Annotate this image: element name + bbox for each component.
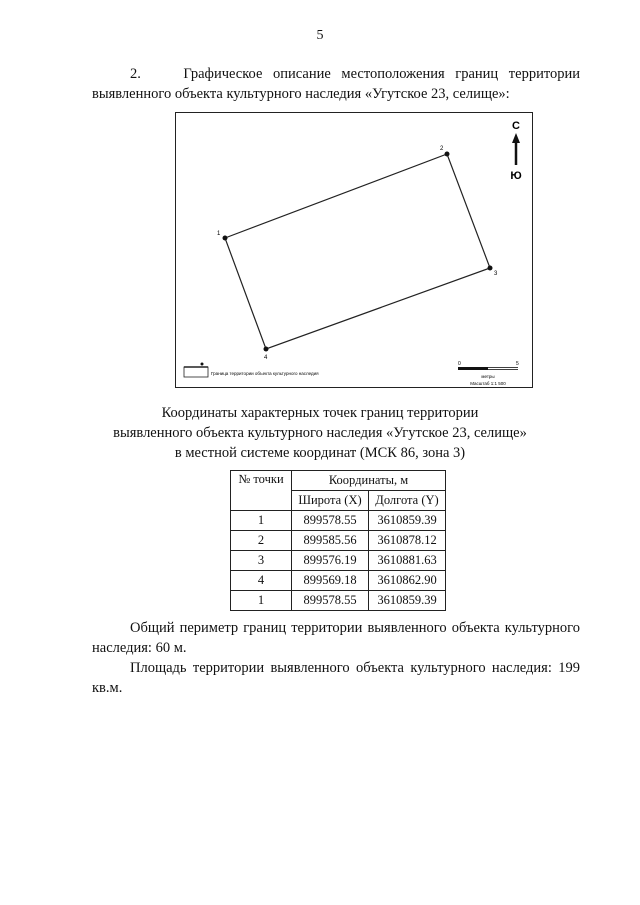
area-paragraph <box>92 658 580 698</box>
map-drawing <box>176 113 534 389</box>
cell-point: 2 <box>231 531 292 551</box>
table-row <box>231 551 446 571</box>
perimeter-text: Общий периметр границ территории выявленного объекта культурного наследия: 60 м. <box>92 620 580 656</box>
scale-end: 5 <box>516 361 519 367</box>
cell-x: 899569.18 <box>292 571 369 591</box>
table-row <box>231 511 446 531</box>
vertex-label-2: 2 <box>440 146 444 152</box>
cell-x: 899576.19 <box>292 551 369 571</box>
cell-x: 899578.55 <box>292 591 369 611</box>
north-arrowhead-icon <box>512 133 520 143</box>
coordinates-table <box>230 470 446 611</box>
section-heading <box>92 64 580 104</box>
vertex-3 <box>488 266 493 271</box>
vertex-1 <box>223 236 228 241</box>
scale-text: Масштаб 1:1 500 <box>470 381 506 386</box>
cell-x: 899578.55 <box>292 511 369 531</box>
legend-dot-icon <box>201 363 204 366</box>
table-caption-line-1: Координаты характерных точек границ территории <box>161 405 479 421</box>
vertex-label-4: 4 <box>264 355 268 361</box>
scale-unit: метры <box>481 374 495 379</box>
vertex-label-3: 3 <box>494 271 498 277</box>
cell-point: 3 <box>231 551 292 571</box>
section-heading-text: Графическое описание местоположения границ территории выявленного объекта культурного наследия «Угутское 23, селище»: <box>92 66 580 102</box>
page-number: 5 <box>316 28 324 43</box>
cell-point: 1 <box>231 511 292 531</box>
north-label: С <box>512 120 520 132</box>
table-row <box>231 531 446 551</box>
header-coordinates: Координаты, м <box>292 471 446 491</box>
scale-bar-segment <box>488 368 518 369</box>
header-longitude: Долгота (Y) <box>369 491 446 511</box>
boundary-polygon <box>225 154 490 349</box>
vertex-label-1: 1 <box>217 231 221 237</box>
cell-y: 3610859.39 <box>369 511 446 531</box>
legend-text: Граница территории объекта культурного наследия <box>211 371 319 376</box>
south-label: Ю <box>510 170 522 182</box>
cell-y: 3610862.90 <box>369 571 446 591</box>
cell-point: 1 <box>231 591 292 611</box>
table-header-row <box>231 471 446 491</box>
vertex-2 <box>445 152 450 157</box>
cell-point: 4 <box>231 571 292 591</box>
section-number: 2. <box>130 66 141 82</box>
cell-x: 899585.56 <box>292 531 369 551</box>
table-row <box>231 591 446 611</box>
table-row <box>231 571 446 591</box>
area-text: Площадь территории выявленного объекта культурного наследия: 199 кв.м. <box>92 660 580 696</box>
table-caption-line-3: в местной системе координат (МСК 86, зона 3) <box>174 445 466 461</box>
cell-y: 3610881.63 <box>369 551 446 571</box>
scale-start: 0 <box>458 361 461 367</box>
vertex-4 <box>264 347 269 352</box>
legend-box <box>184 367 208 377</box>
perimeter-paragraph <box>92 618 580 658</box>
table-caption-line-2: выявленного объекта культурного наследия «Угутское 23, селище» <box>113 425 527 441</box>
cell-y: 3610859.39 <box>369 591 446 611</box>
header-latitude: Широта (X) <box>292 491 369 511</box>
boundary-map <box>175 112 533 388</box>
cell-y: 3610878.12 <box>369 531 446 551</box>
header-point: № точки <box>231 471 292 511</box>
